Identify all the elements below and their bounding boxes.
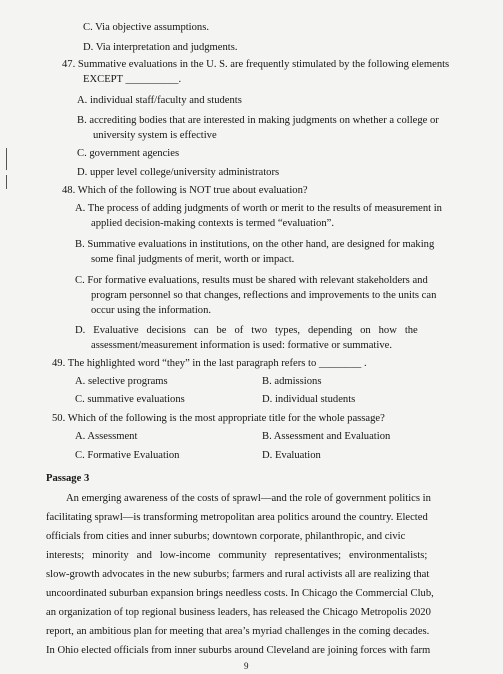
q47-option-a: A. individual staff/faculty and students <box>77 95 242 106</box>
q48-option-d-cont: assessment/measurement information is used: formative or summative. <box>91 340 392 351</box>
passage-line: facilitating sprawl—is transforming metropolitan area politics around the country. Elected <box>46 512 428 523</box>
q48-option-d: D. Evaluative decisions can be of two types, depending on how the <box>75 325 418 336</box>
q48-stem: 48. Which of the following is NOT true about evaluation? <box>62 185 308 196</box>
q48-option-a: A. The process of adding judgments of worth or merit to the results of measurement in <box>75 203 442 214</box>
page-number: 9 <box>244 661 249 671</box>
q50-option-a: A. Assessment <box>75 431 138 442</box>
margin-mark <box>6 175 7 189</box>
q47-stem-cont: EXCEPT __________. <box>83 74 182 85</box>
q50-option-b: B. Assessment and Evaluation <box>262 431 391 442</box>
q49-option-c: C. summative evaluations <box>75 394 185 405</box>
q50-option-d: D. Evaluation <box>262 450 321 461</box>
q46-option-d: D. Via interpretation and judgments. <box>83 42 238 53</box>
q47-option-b: B. accrediting bodies that are interested in making judgments on whether a college or <box>77 115 439 126</box>
passage-line: officials from cities and inner suburbs; downtown corporate, philanthropic, and civic <box>46 531 406 542</box>
passage-line: slow-growth advocates in the new suburbs; farmers and rural activists all are realizing that <box>46 569 430 580</box>
margin-mark <box>6 148 7 170</box>
q48-option-b: B. Summative evaluations in institutions, on the other hand, are designed for making <box>75 239 435 250</box>
q50-stem: 50. Which of the following is the most appropriate title for the whole passage? <box>52 413 385 424</box>
passage-line: An emerging awareness of the costs of sprawl—and the role of government politics in <box>66 493 431 504</box>
q48-option-c: C. For formative evaluations, results must be shared with relevant stakeholders and <box>75 275 428 286</box>
q48-option-a-cont: applied decision-making contexts is termed “evaluation”. <box>91 218 334 229</box>
q47-stem: 47. Summative evaluations in the U. S. are frequently stimulated by the following elements <box>62 59 450 70</box>
q48-option-b-cont: some final judgments of merit, worth or impact. <box>91 254 295 265</box>
q49-option-a: A. selective programs <box>75 376 168 387</box>
q48-option-c-line2: program personnel so that changes, reflections and improvements to the units can <box>91 290 437 301</box>
passage-line: interests; minority and low-income community representatives; environmentalists; <box>46 550 428 561</box>
q46-option-c: C. Via objective assumptions. <box>83 22 209 33</box>
q48-option-c-line3: occur using the information. <box>91 305 212 316</box>
passage-heading: Passage 3 <box>46 473 90 484</box>
q49-option-d: D. individual students <box>262 394 356 405</box>
q49-stem: 49. The highlighted word “they” in the last paragraph refers to ________ . <box>52 358 367 369</box>
passage-line: an organization of top regional business leaders, has released the Chicago Metropolis 2020 <box>46 607 431 618</box>
passage-line: In Ohio elected officials from inner suburbs around Cleveland are joining forces with farm <box>46 645 431 656</box>
q49-option-b: B. admissions <box>262 376 322 387</box>
passage-line: report, an ambitious plan for meeting that area’s myriad challenges in the coming decades. <box>46 626 430 637</box>
q47-option-b-cont: university system is effective <box>93 130 217 141</box>
q47-option-c: C. government agencies <box>77 148 180 159</box>
q47-option-d: D. upper level college/university administrators <box>77 167 280 178</box>
passage-line: uncoordinated suburban expansion brings needless costs. In Chicago the Commercial Club, <box>46 588 434 599</box>
q50-option-c: C. Formative Evaluation <box>75 450 180 461</box>
